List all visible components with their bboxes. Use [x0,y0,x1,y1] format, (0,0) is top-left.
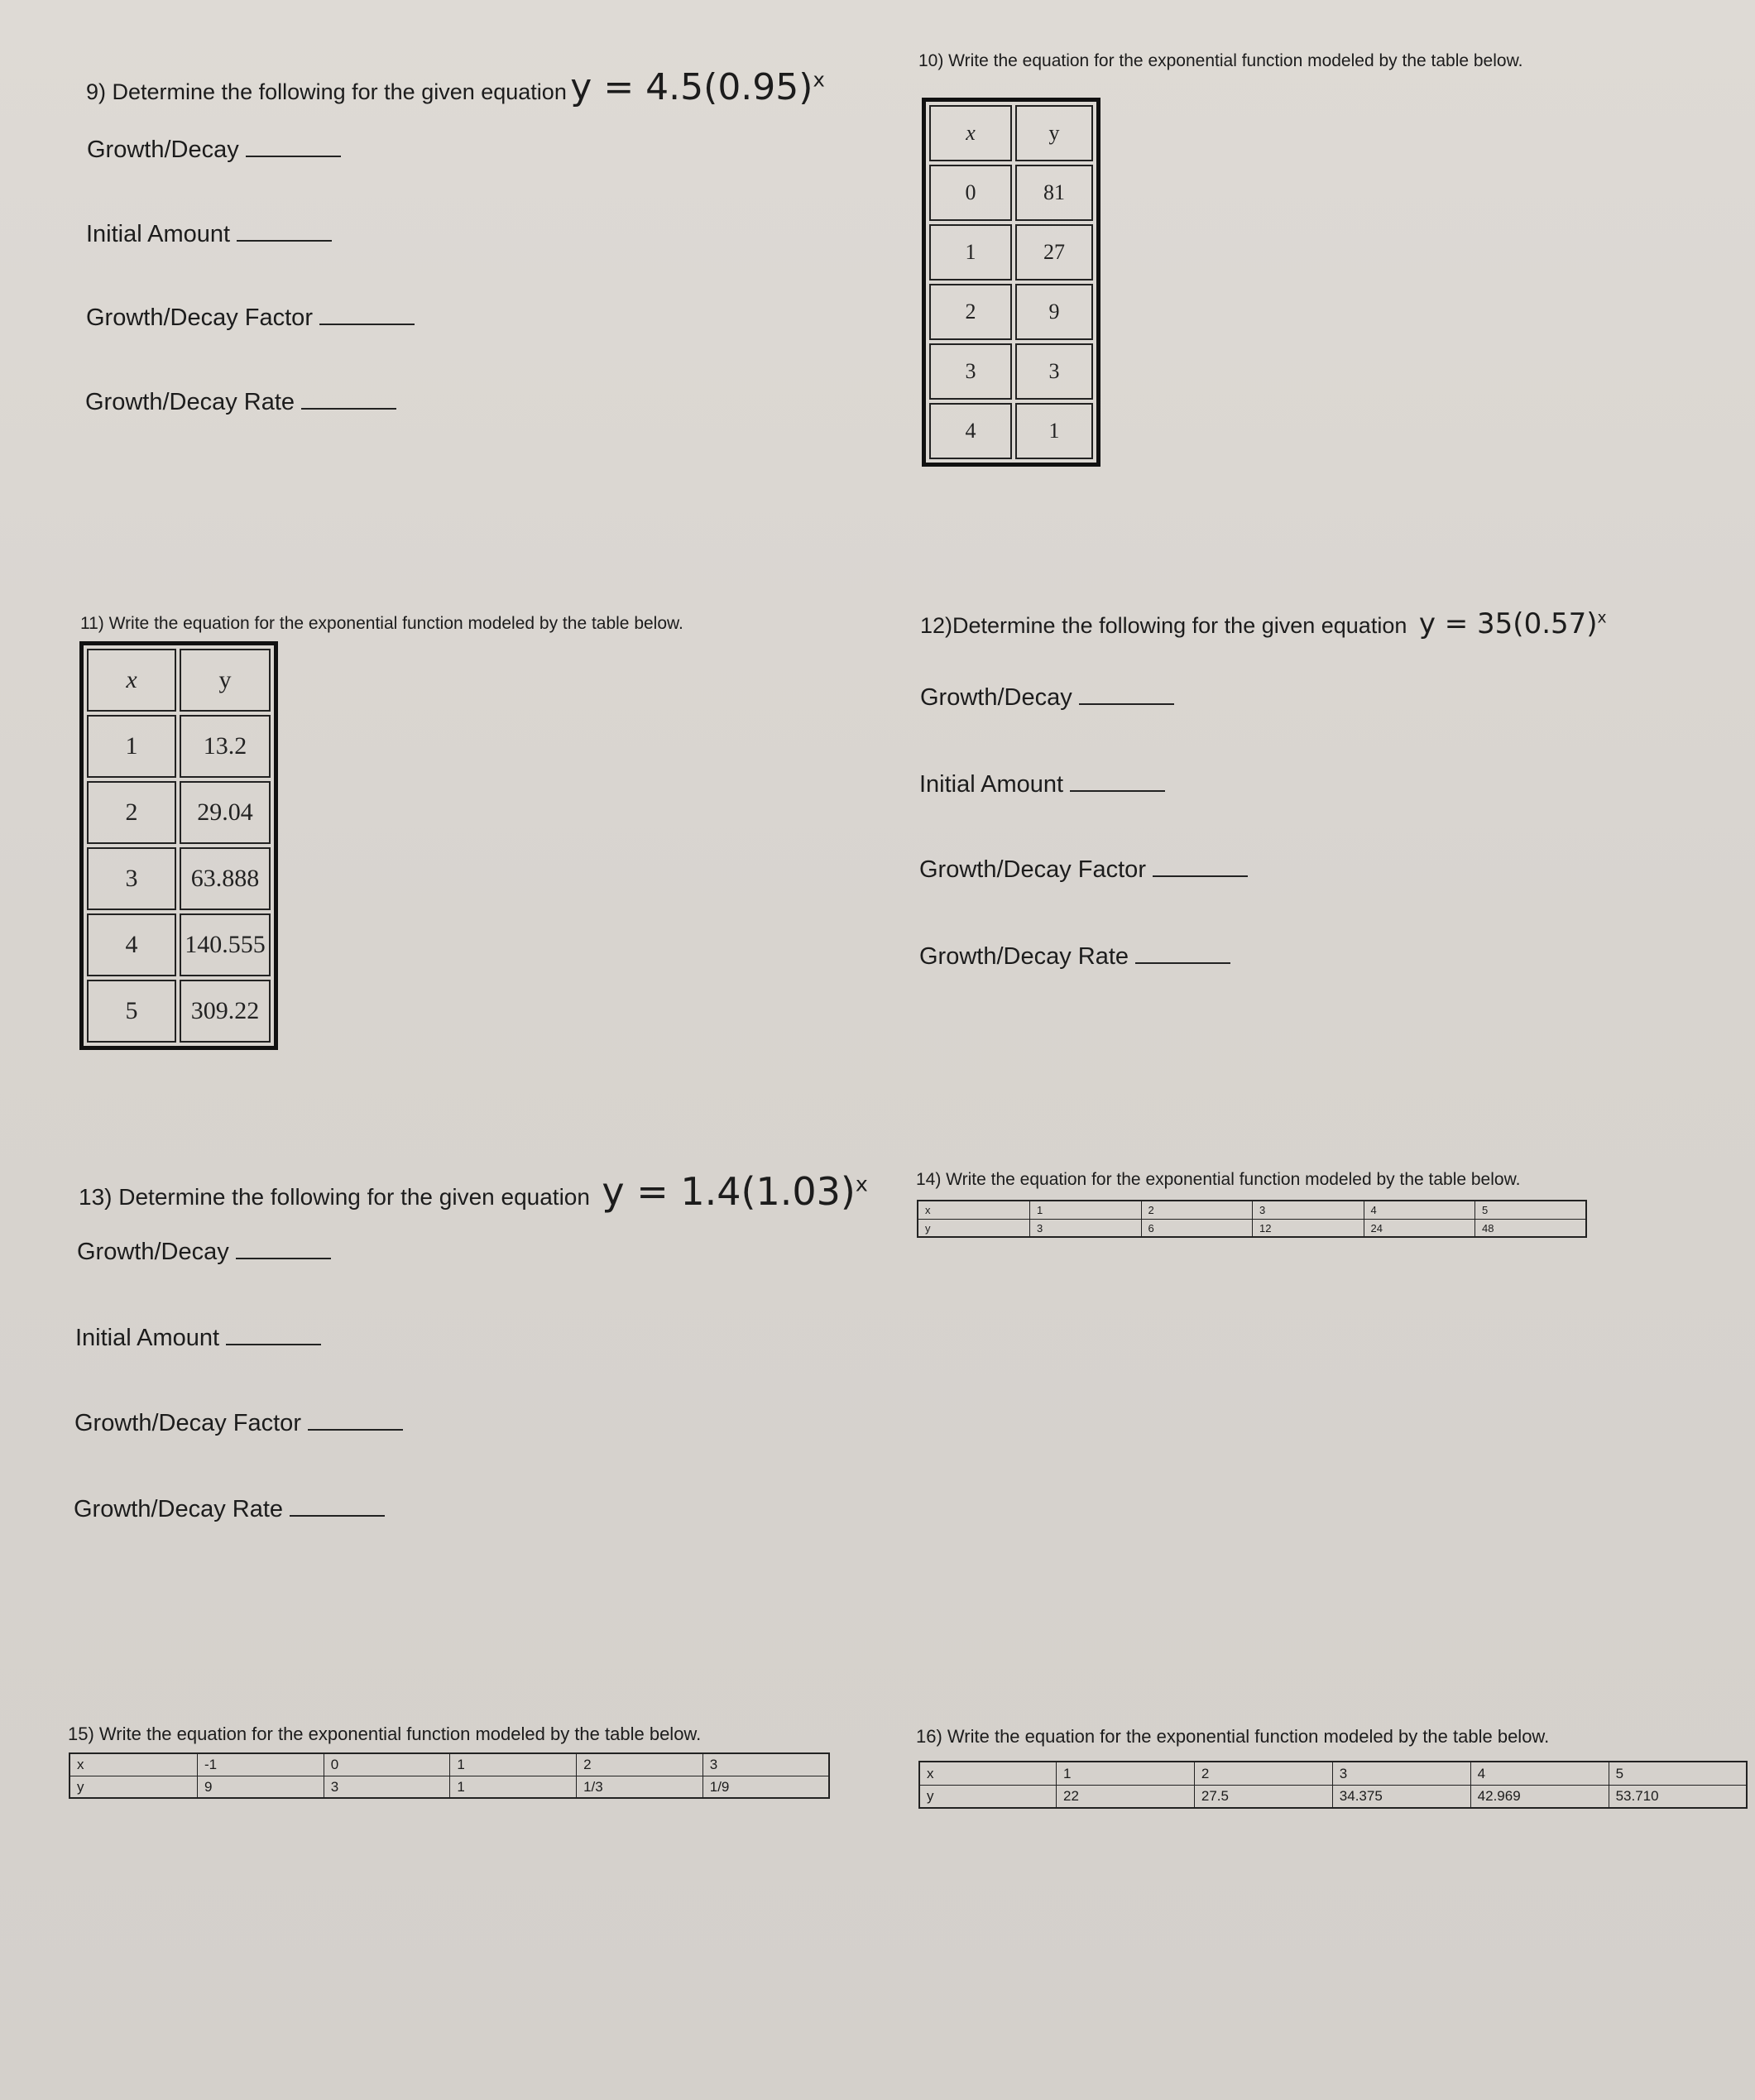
q12-field-growth-decay: Growth/Decay [920,684,1174,712]
question-12 [920,607,1607,640]
answer-blank[interactable] [237,237,332,242]
answer-blank[interactable] [1070,787,1165,792]
table-row: x -1 0 1 2 3 [70,1753,829,1776]
table-row: x y [929,105,1093,161]
answer-blank[interactable] [1079,700,1174,705]
table-row: 3 63.888 [87,847,271,910]
table-row: 4 140.555 [87,913,271,976]
q9-field-initial-amount: Initial Amount [86,221,332,248]
table-row: 2 29.04 [87,781,271,844]
q13-field-factor: Growth/Decay Factor [74,1410,403,1437]
q13-field-initial-amount: Initial Amount [75,1325,321,1352]
q12-field-factor: Growth/Decay Factor [919,856,1248,884]
question-14-table [917,1200,1587,1238]
answer-blank[interactable] [308,1426,403,1431]
answer-blank[interactable] [319,320,415,325]
answer-blank[interactable] [236,1254,331,1259]
q9-field-rate: Growth/Decay Rate [85,389,396,416]
q13-field-rate: Growth/Decay Rate [74,1496,385,1523]
q12-field-rate: Growth/Decay Rate [919,943,1230,971]
answer-blank[interactable] [226,1340,321,1345]
question-9-equation: $y = 4.5(0.95)^x$ [570,66,825,108]
question-13 [79,1169,868,1214]
table-row: 1 13.2 [87,715,271,778]
question-14-title: 14) Write the equation for the exponential function modeled by the table below. [916,1170,1521,1189]
q13-field-growth-decay: Growth/Decay [77,1239,331,1266]
table-row: y 3 6 12 24 48 [918,1219,1586,1237]
answer-blank[interactable] [1135,959,1230,964]
table-row: 1 27 [929,224,1093,280]
table-row: 5 309.22 [87,980,271,1043]
question-10-title: 10) Write the equation for the exponential function modeled by the table below. [918,51,1523,70]
answer-blank[interactable] [246,152,341,157]
table-row: y 22 27.5 34.375 42.969 53.710 [919,1785,1747,1808]
table-row: 4 1 [929,403,1093,459]
question-9 [86,66,825,108]
question-11-table [79,641,278,1050]
question-9-title: 9) Determine the following for the given equation [86,79,567,104]
table-row: y 9 3 1 1/3 1/9 [70,1776,829,1798]
q9-field-growth-decay: Growth/Decay [87,137,341,164]
question-16-title: 16) Write the equation for the exponential function modeled by the table below. [916,1726,1550,1747]
q12-field-initial-amount: Initial Amount [919,771,1165,798]
answer-blank[interactable] [301,405,396,410]
question-13-title: 13) Determine the following for the given equation [79,1184,590,1210]
table-row: 3 3 [929,343,1093,400]
table-row: 0 81 [929,165,1093,221]
question-12-title: 12)Determine the following for the given equation [920,613,1407,638]
answer-blank[interactable] [1153,872,1248,877]
table-row: 2 9 [929,284,1093,340]
question-12-equation: $y = 35(0.57)^x$ [1418,607,1607,640]
q9-field-factor: Growth/Decay Factor [86,304,415,332]
question-11-title: 11) Write the equation for the exponential function modeled by the table below. [80,614,683,633]
question-10-table [922,98,1100,467]
question-16-table [918,1761,1748,1809]
table-row: x 1 2 3 4 5 [918,1201,1586,1219]
table-row: x y [87,649,271,712]
answer-blank[interactable] [290,1512,385,1517]
question-15-table [69,1752,830,1799]
table-row: x 1 2 3 4 5 [919,1762,1747,1785]
question-15-title: 15) Write the equation for the exponential function modeled by the table below. [68,1724,702,1744]
question-13-equation: $y = 1.4(1.03)^x$ [602,1169,868,1214]
